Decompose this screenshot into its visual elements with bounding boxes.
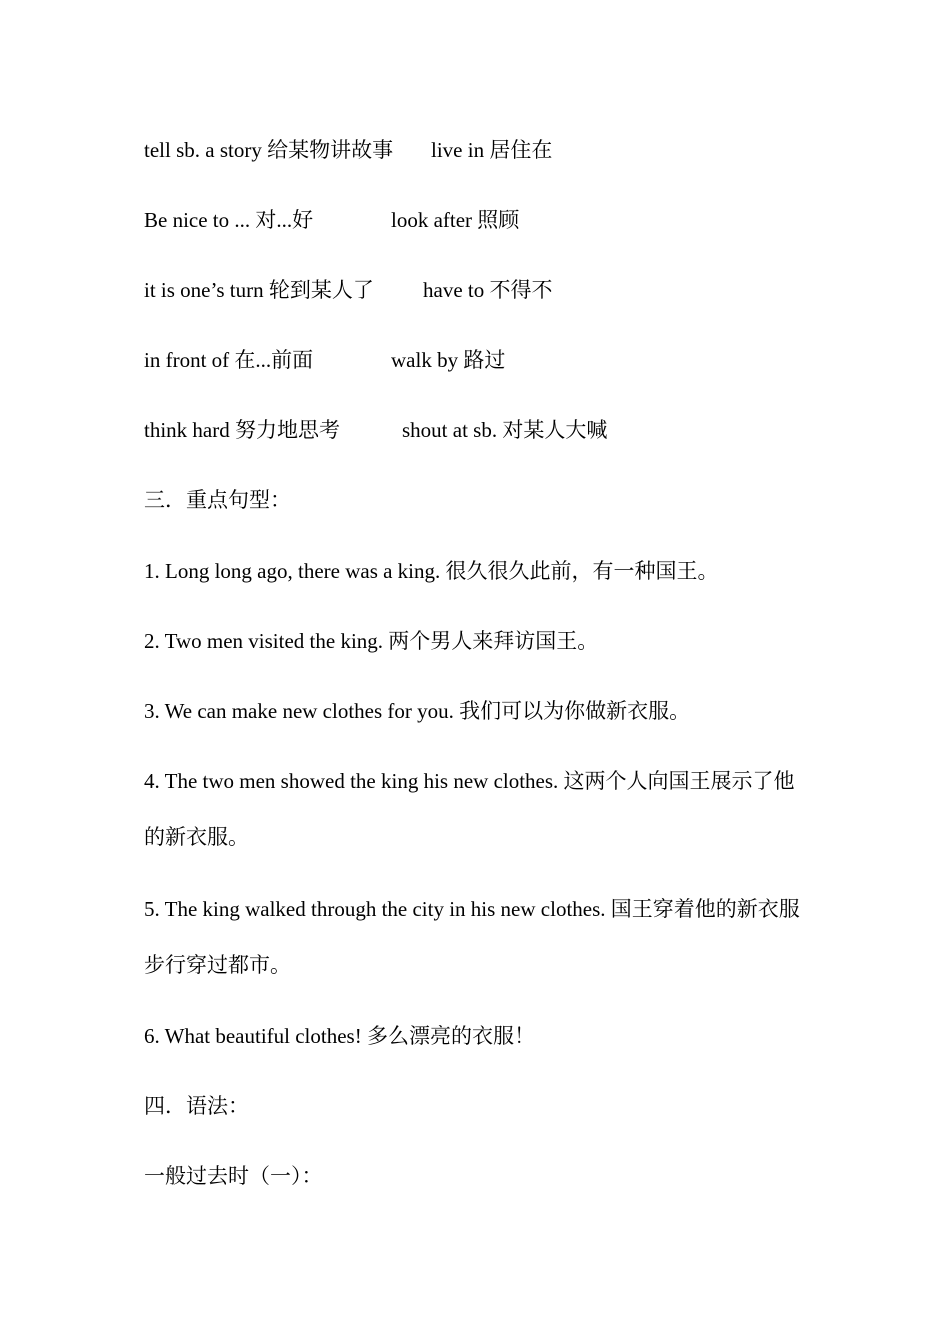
sentence-item: 5. The king walked through the city in his new clothes. 国王穿着他的新衣服步行穿过都市。 [144,897,800,977]
phrase-row [144,415,608,445]
sentence-item: 4. The two men showed the king his new clothes. 这两个人向国王展示了他的新衣服。 [144,769,795,849]
phrase-row [144,275,553,305]
phrase-left: Be nice to ... 对...好 [144,208,314,232]
phrase-row [144,135,553,165]
sentence-item: 1. Long long ago, there was a king. 很久很久此前，有一种国王。 [144,559,719,583]
sentence-item: 6. What beautiful clothes! 多么漂亮的衣服！ [144,1024,535,1048]
sentence-item: 2. Two men visited the king. 两个男人来拜访国王。 [144,629,599,653]
section-heading: 四．语法： [144,1094,249,1118]
section-heading: 三．重点句型： [144,488,291,512]
phrase-left: it is one’s turn 轮到某人了 [144,278,374,302]
sentence-item: 3. We can make new clothes for you. 我们可以为你做新衣服。 [144,699,691,723]
phrase-row [144,345,506,375]
phrase-left: think hard 努力地思考 [144,418,340,442]
phrase-right: shout at sb. 对某人大喊 [402,418,608,442]
phrase-right: look after 照顾 [391,208,520,232]
phrase-right: have to 不得不 [423,278,553,302]
phrase-row [144,205,520,235]
phrase-right: live in 居住在 [431,138,553,162]
grammar-subheading: 一般过去时（一）： [144,1164,323,1188]
phrase-right: walk by 路过 [391,348,506,372]
phrase-left: tell sb. a story 给某物讲故事 [144,138,394,162]
phrase-left: in front of 在...前面 [144,348,314,372]
